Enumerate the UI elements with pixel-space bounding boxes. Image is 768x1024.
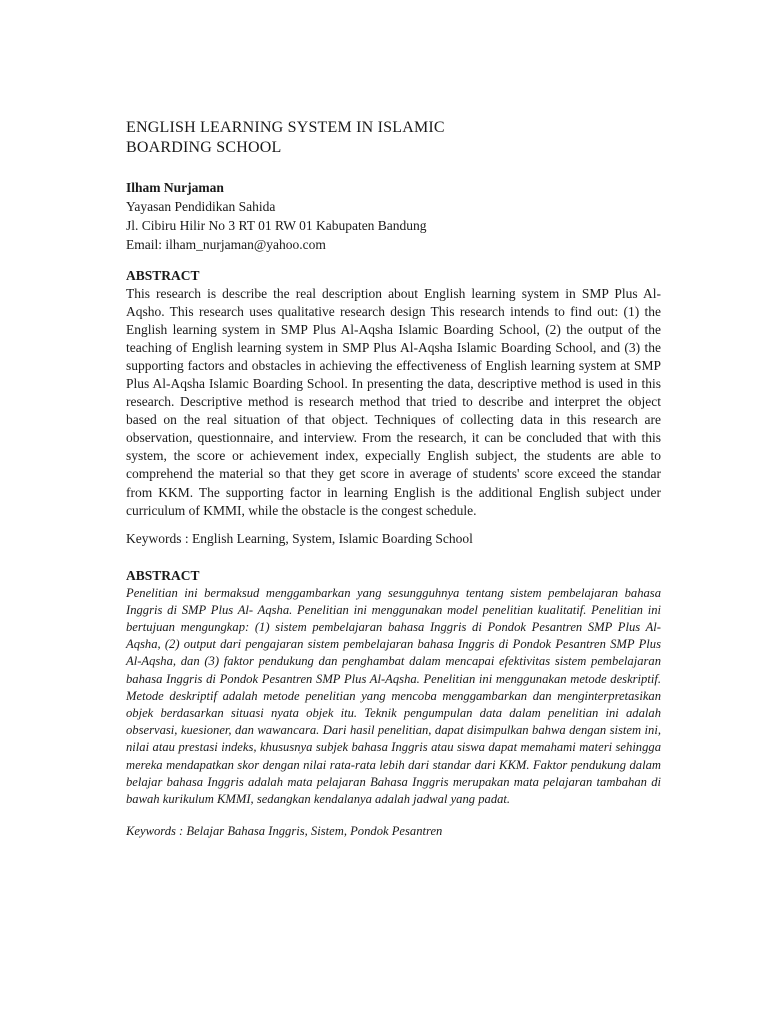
paper-title-line-1: ENGLISH LEARNING SYSTEM IN ISLAMIC: [126, 119, 445, 136]
author-affiliation: Yayasan Pendidikan Sahida: [126, 199, 276, 214]
author-address: Jl. Cibiru Hilir No 3 RT 01 RW 01 Kabupaten Bandung: [126, 218, 427, 233]
paper-page: [126, 118, 661, 840]
abstract-en-body: This research is describe the real description about English learning system in SMP Plus Al-Aqsho. This research uses qualitative research design This research intends to find out: (1) the English learning system in SMP Plus Al-Aqsha Islamic Boarding School, (2) the output of the teaching of English learning system in SMP Plus Al-Aqsha Islamic Boarding School, and (3) the supporting factors and obstacles in achieving the effectiveness of English learning system at SMP Plus Al-Aqsha Islamic Boarding School. In presenting the data, descriptive method is used in this research. Descriptive method is research method that tried to describe and interpret the object based on the real situation of that object. Techniques of collecting data in this research are observation, questionnaire, and interview. From the research, it can be concluded that with this system, the score or achievement index, expecially English subject, the students are able to comprehend the material so that they get score in average of students' score exceed the standar from KKM. The supporting factor in learning English is the additional English subject under curriculum of KMMI, while the obstacle is the congest schedule.: [126, 286, 661, 518]
keywords-id: Keywords : Belajar Bahasa Inggris, Sistem, Pondok Pesantren: [126, 824, 443, 839]
keywords-en: Keywords : English Learning, System, Islamic Boarding School: [126, 530, 473, 546]
paper-title-line-2: BOARDING SCHOOL: [126, 139, 282, 156]
paper-title: [126, 118, 661, 158]
author-name: Ilham Nurjaman: [126, 180, 224, 195]
abstract-en-heading: ABSTRACT: [126, 268, 200, 283]
author-block: [126, 178, 661, 254]
author-email: Email: ilham_nurjaman@yahoo.com: [126, 237, 326, 252]
abstract-id-body: Penelitian ini bermaksud menggambarkan yang sesungguhnya tentang sistem pembelajaran bahasa Inggris di SMP Plus Al- Aqsha. Penelitian ini menggunakan model penelitian kualitatif. Penelitian ini bertujuan mengungkap: (1) sistem pembelajaran bahasa Inggris di Pondok Pesantren SMP Plus Al-Aqsha, (2) output dari pengajaran sistem pembelajaran bahasa Inggris di Pondok Pesantren SMP Plus Al-Aqsha, dan (3) faktor pendukung dan penghambat dalam mencapai efektivitas sistem pembelajaran bahasa Inggris di Pondok Pesantren SMP Plus Al-Aqsha. Penelitian ini menggunakan metode deskriptif. Metode deskriptif adalah metode penelitian yang mencoba menggambarkan dan menginterpretasikan objek berdasarkan situasi nyata objek itu. Teknik pengumpulan data dalam penelitian ini adalah observasi, kuesioner, dan wawancara. Dari hasil penelitian, dapat disimpulkan bahwa dengan sistem ini, nilai atau prestasi indeks, khususnya subjek bahasa Inggris atau siswa dapat memahami materi sehingga mereka mendapatkan skor dengan nilai rata-rata lebih dari standar dari KKM. Faktor pendukung dalam belajar bahasa Inggris adalah mata pelajaran Bahasa Inggris merupakan mata pelajaran tambahan di bawah kurikulum KMMI, sedangkan kendalanya adalah jadwal yang padat.: [126, 585, 661, 807]
abstract-id-heading: ABSTRACT: [126, 567, 200, 583]
